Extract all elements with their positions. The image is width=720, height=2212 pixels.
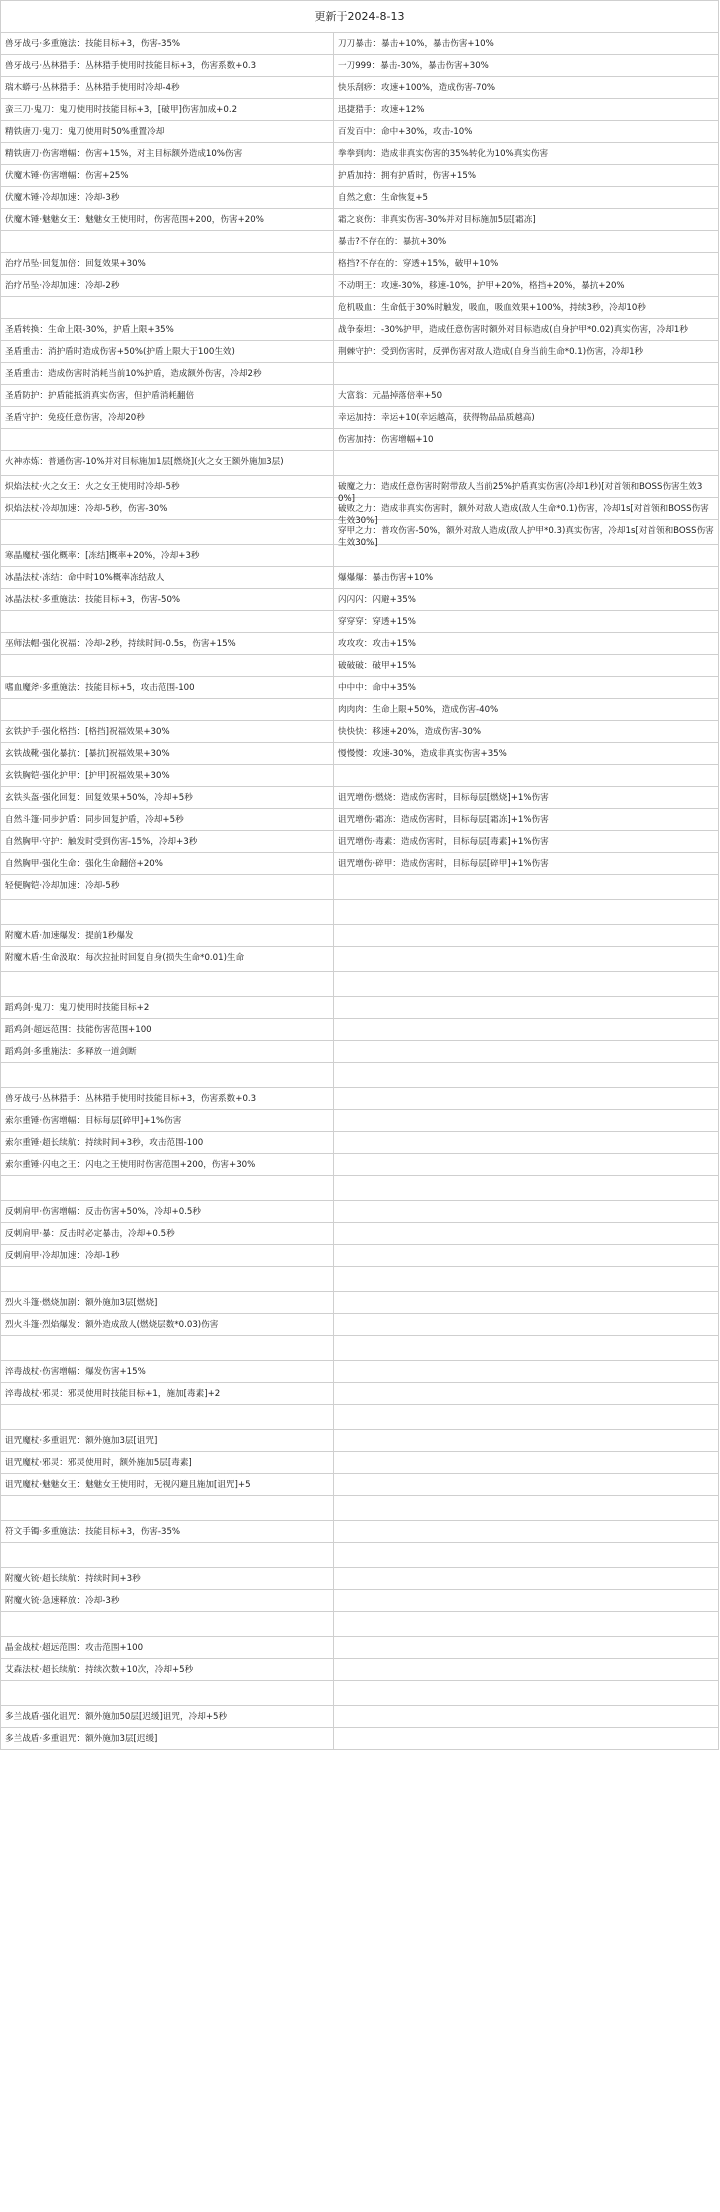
table-cell-left: 嗜血魔斧·多重施法：技能目标+5，攻击范围-100 bbox=[1, 677, 334, 699]
table-cell-right bbox=[334, 1706, 719, 1728]
table-cell-right: 百发百中：命中+30%，攻击-10% bbox=[334, 121, 719, 143]
table-cell-left: 反刺肩甲·暴：反击时必定暴击，冷却+0.5秒 bbox=[1, 1223, 334, 1245]
table-cell-right: 危机吸血：生命低于30%时触发，吸血，吸血效果+100%，持续3秒，冷却10秒 bbox=[334, 297, 719, 319]
table-cell-right: 幸运加持：幸运+10(幸运越高，获得物品品质越高) bbox=[334, 407, 719, 429]
table-cell-left: 晶金战杖·超远范围：攻击范围+100 bbox=[1, 1637, 334, 1659]
table-cell-left: 附魔木盾·生命汲取：每次拉扯时回复自身(损失生命*0.01)生命 bbox=[1, 947, 334, 972]
table-cell-left: 圣盾转换：生命上限-30%，护盾上限+35% bbox=[1, 319, 334, 341]
table-cell-left bbox=[1, 1496, 334, 1521]
table-cell-left: 反刺肩甲·冷却加速：冷却-1秒 bbox=[1, 1245, 334, 1267]
table-cell-right bbox=[334, 1176, 719, 1201]
table-cell-left: 诅咒魔杖·魅魅女王：魅魅女王使用时，无视闪避且施加[诅咒]+5 bbox=[1, 1474, 334, 1496]
table-cell-right bbox=[334, 1405, 719, 1430]
table-cell-right bbox=[334, 972, 719, 997]
table-cell-right bbox=[334, 1521, 719, 1543]
table-cell-left: 玄铁战靴·强化暴抗：[暴抗]祝福效果+30% bbox=[1, 743, 334, 765]
table-cell-right bbox=[334, 947, 719, 972]
table-cell-right bbox=[334, 1430, 719, 1452]
table-cell-left: 圣盾守护：免疫任意伤害，冷却20秒 bbox=[1, 407, 334, 429]
table-cell-right bbox=[334, 1110, 719, 1132]
table-cell-right bbox=[334, 1361, 719, 1383]
table-cell-right bbox=[334, 1154, 719, 1176]
table-cell-right bbox=[334, 1019, 719, 1041]
table-cell-left: 自然胸甲·守护：触发时受到伤害-15%，冷却+3秒 bbox=[1, 831, 334, 853]
table-cell-right bbox=[334, 1292, 719, 1314]
table-cell-right: 中中中：命中+35% bbox=[334, 677, 719, 699]
table-cell-right: 一刀999：暴击-30%，暴击伤害+30% bbox=[334, 55, 719, 77]
table-cell-right: 快乐刮痧：攻速+100%，造成伤害-70% bbox=[334, 77, 719, 99]
table-cell-left bbox=[1, 1543, 334, 1568]
table-cell-right bbox=[334, 1590, 719, 1612]
table-cell-left bbox=[1, 1267, 334, 1292]
table-cell-left: 索尔重锤·超长续航：持续时间+3秒，攻击范围-100 bbox=[1, 1132, 334, 1154]
table-cell-left: 精铁唐刀·鬼刀：鬼刀使用时50%重置冷却 bbox=[1, 121, 334, 143]
table-cell-left bbox=[1, 1063, 334, 1088]
table-cell-left bbox=[1, 1336, 334, 1361]
table-cell-left: 附魔火铳·急速释放：冷却-3秒 bbox=[1, 1590, 334, 1612]
table-cell-right: 破败之力：造成非真实伤害时，额外对敌人造成(敌人生命*0.1)伤害，冷却1s[对首领和BOSS伤害生效30%] bbox=[334, 498, 719, 520]
table-cell-right bbox=[334, 765, 719, 787]
table-cell-left: 伏魔木锤·魅魅女王：魅魅女王使用时，伤害范围+200，伤害+20% bbox=[1, 209, 334, 231]
table-cell-right: 护盾加持：拥有护盾时，伤害+15% bbox=[334, 165, 719, 187]
table-cell-left: 兽牙战弓·多重施法：技能目标+3，伤害-35% bbox=[1, 33, 334, 55]
table-cell-left bbox=[1, 429, 334, 451]
table-cell-left: 蹈鸡剑·鬼刀：鬼刀使用时技能目标+2 bbox=[1, 997, 334, 1019]
table-cell-right bbox=[334, 1132, 719, 1154]
table-cell-right bbox=[334, 1063, 719, 1088]
table-cell-right bbox=[334, 1681, 719, 1706]
table-cell-right bbox=[334, 1314, 719, 1336]
table-cell-left: 自然胸甲·强化生命：强化生命翻倍+20% bbox=[1, 853, 334, 875]
table-cell-left: 烈火斗篷·燃烧加剧：额外施加3层[燃烧] bbox=[1, 1292, 334, 1314]
table-cell-right: 刀刀暴击：暴击+10%，暴击伤害+10% bbox=[334, 33, 719, 55]
table-cell-left: 自然斗篷·同步护盾：同步回复护盾，冷却+5秒 bbox=[1, 809, 334, 831]
table-cell-left bbox=[1, 520, 334, 545]
table-cell-left: 圣盾重击：消护盾时造成伤害+50%(护盾上限大于100生效) bbox=[1, 341, 334, 363]
table-cell-right bbox=[334, 1201, 719, 1223]
table-cell-left: 符文手镯·多重施法：技能目标+3，伤害-35% bbox=[1, 1521, 334, 1543]
table-cell-right bbox=[334, 1496, 719, 1521]
table-cell-left bbox=[1, 972, 334, 997]
table-cell-left: 多兰战盾·强化诅咒：额外施加50层[迟缓]诅咒，冷却+5秒 bbox=[1, 1706, 334, 1728]
table-cell-left: 火神赤炼：普通伤害-10%并对目标施加1层[燃烧](火之女王额外施加3层) bbox=[1, 451, 334, 476]
table-cell-right bbox=[334, 451, 719, 476]
table-cell-left: 治疗吊坠·冷却加速：冷却-2秒 bbox=[1, 275, 334, 297]
table-cell-right: 诅咒增伤·毒素：造成伤害时，目标每层[毒素]+1%伤害 bbox=[334, 831, 719, 853]
table-cell-left: 索尔重锤·闪电之王：闪电之王使用时伤害范围+200，伤害+30% bbox=[1, 1154, 334, 1176]
table-cell-left: 兽牙战弓·丛林猎手：丛林猎手使用时技能目标+3，伤害系数+0.3 bbox=[1, 55, 334, 77]
table-cell-right bbox=[334, 1336, 719, 1361]
sheet-title: 更新于2024-8-13 bbox=[1, 1, 719, 33]
table-cell-left: 蛮三刀·鬼刀：鬼刀使用时技能目标+3，[破甲]伤害加成+0.2 bbox=[1, 99, 334, 121]
table-cell-right: 不动明王：攻速-30%，移速-10%，护甲+20%，格挡+20%，暴抗+20% bbox=[334, 275, 719, 297]
table-cell-right bbox=[334, 1728, 719, 1750]
table-cell-right: 迅捷猎手：攻速+12% bbox=[334, 99, 719, 121]
table-cell-left: 轻便胸铠·冷却加速：冷却-5秒 bbox=[1, 875, 334, 900]
table-cell-right bbox=[334, 925, 719, 947]
table-cell-left: 圣盾重击：造成伤害时消耗当前10%护盾，造成额外伤害，冷却2秒 bbox=[1, 363, 334, 385]
table-cell-right bbox=[334, 1568, 719, 1590]
table-cell-left: 玄铁头盔·强化回复：回复效果+50%，冷却+5秒 bbox=[1, 787, 334, 809]
table-cell-left: 兽牙战弓·丛林猎手：丛林猎手使用时技能目标+3，伤害系数+0.3 bbox=[1, 1088, 334, 1110]
table-cell-left bbox=[1, 655, 334, 677]
table-cell-right: 诅咒增伤·碎甲：造成伤害时，目标每层[碎甲]+1%伤害 bbox=[334, 853, 719, 875]
table-cell-left: 冰晶法杖·冻结：命中时10%概率冻结敌人 bbox=[1, 567, 334, 589]
table-cell-left bbox=[1, 1405, 334, 1430]
table-cell-right bbox=[334, 875, 719, 900]
table-cell-right bbox=[334, 997, 719, 1019]
table-cell-left: 瑞木蟒弓·丛林猎手：丛林猎手使用时冷却-4秒 bbox=[1, 77, 334, 99]
table-cell-right: 肉肉肉：生命上限+50%，造成伤害-40% bbox=[334, 699, 719, 721]
table-cell-left: 寒晶魔杖·强化概率：[冻结]概率+20%，冷却+3秒 bbox=[1, 545, 334, 567]
table-cell-left: 蹈鸡剑·多重施法：多释放一道剑断 bbox=[1, 1041, 334, 1063]
table-cell-left: 诅咒魔杖·邪灵：邪灵使用时，额外施加5层[毒素] bbox=[1, 1452, 334, 1474]
table-cell-right: 伤害加持：伤害增幅+10 bbox=[334, 429, 719, 451]
table-cell-left bbox=[1, 1681, 334, 1706]
table-cell-left: 治疗吊坠·回复加倍：回复效果+30% bbox=[1, 253, 334, 275]
sheet-grid bbox=[1, 33, 719, 1750]
table-cell-left: 精铁唐刀·伤害增幅：伤害+15%，对主目标额外造成10%伤害 bbox=[1, 143, 334, 165]
table-cell-left: 伏魔木锤·伤害增幅：伤害+25% bbox=[1, 165, 334, 187]
table-cell-left: 多兰战盾·多重诅咒：额外施加3层[迟缓] bbox=[1, 1728, 334, 1750]
table-cell-left: 炽焰法杖·冷却加速：冷却-5秒，伤害-30% bbox=[1, 498, 334, 520]
table-cell-right: 闪闪闪：闪避+35% bbox=[334, 589, 719, 611]
table-cell-left: 巫师法帽·强化祝福：冷却-2秒，持续时间-0.5s，伤害+15% bbox=[1, 633, 334, 655]
table-cell-right: 破破破：破甲+15% bbox=[334, 655, 719, 677]
table-cell-left: 诅咒魔杖·多重诅咒：额外施加3层[诅咒] bbox=[1, 1430, 334, 1452]
table-cell-right bbox=[334, 1637, 719, 1659]
table-cell-right: 诅咒增伤·燃烧：造成伤害时，目标每层[燃烧]+1%伤害 bbox=[334, 787, 719, 809]
table-cell-right bbox=[334, 1383, 719, 1405]
table-cell-left: 玄铁护手·强化格挡：[格挡]祝福效果+30% bbox=[1, 721, 334, 743]
table-cell-right: 自然之愈：生命恢复+5 bbox=[334, 187, 719, 209]
table-cell-left: 艾森法杖·超长续航：持续次数+10次，冷却+5秒 bbox=[1, 1659, 334, 1681]
table-cell-right bbox=[334, 1612, 719, 1637]
table-cell-right: 暴击?不存在的：暴抗+30% bbox=[334, 231, 719, 253]
table-cell-right: 霜之哀伤：非真实伤害-30%并对目标施加5层[霜冻] bbox=[334, 209, 719, 231]
table-cell-left bbox=[1, 900, 334, 925]
table-cell-right: 爆爆爆：暴击伤害+10% bbox=[334, 567, 719, 589]
table-cell-right: 拳拳到肉：造成非真实伤害的35%转化为10%真实伤害 bbox=[334, 143, 719, 165]
table-cell-right bbox=[334, 1223, 719, 1245]
table-cell-right: 大富翁：元晶掉落倍率+50 bbox=[334, 385, 719, 407]
table-cell-left bbox=[1, 231, 334, 253]
table-cell-right bbox=[334, 1267, 719, 1292]
table-cell-right bbox=[334, 1452, 719, 1474]
table-cell-right: 慢慢慢：攻速-30%，造成非真实伤害+35% bbox=[334, 743, 719, 765]
table-cell-left: 蹈鸡剑·超远范围：技能伤害范围+100 bbox=[1, 1019, 334, 1041]
table-cell-left bbox=[1, 1176, 334, 1201]
table-cell-left: 冰晶法杖·多重施法：技能目标+3，伤害-50% bbox=[1, 589, 334, 611]
table-cell-left: 反刺肩甲·伤害增幅：反击伤害+50%，冷却+0.5秒 bbox=[1, 1201, 334, 1223]
table-cell-left bbox=[1, 297, 334, 319]
table-cell-left: 圣盾防护：护盾能抵消真实伤害，但护盾消耗翻倍 bbox=[1, 385, 334, 407]
table-cell-right bbox=[334, 1245, 719, 1267]
table-cell-right bbox=[334, 545, 719, 567]
table-cell-right bbox=[334, 1659, 719, 1681]
table-cell-left: 淬毒战杖·邪灵：邪灵使用时技能目标+1，施加[毒素]+2 bbox=[1, 1383, 334, 1405]
table-cell-right: 诅咒增伤·霜冻：造成伤害时，目标每层[霜冻]+1%伤害 bbox=[334, 809, 719, 831]
table-cell-left: 伏魔木锤·冷却加速：冷却-3秒 bbox=[1, 187, 334, 209]
table-cell-right bbox=[334, 900, 719, 925]
table-cell-right: 攻攻攻：攻击+15% bbox=[334, 633, 719, 655]
table-cell-right bbox=[334, 1088, 719, 1110]
table-cell-right: 格挡?不存在的：穿透+15%，破甲+10% bbox=[334, 253, 719, 275]
table-cell-left: 炽焰法杖·火之女王：火之女王使用时冷却-5秒 bbox=[1, 476, 334, 498]
table-cell-right bbox=[334, 363, 719, 385]
table-cell-right: 穿穿穿：穿透+15% bbox=[334, 611, 719, 633]
table-cell-left: 烈火斗篷·烈焰爆发：额外造成敌人(燃烧层数*0.03)伤害 bbox=[1, 1314, 334, 1336]
table-cell-right bbox=[334, 1474, 719, 1496]
table-cell-right: 荆棘守护：受到伤害时，反弹伤害对敌人造成(自身当前生命*0.1)伤害，冷却1秒 bbox=[334, 341, 719, 363]
table-cell-right: 快快快：移速+20%，造成伤害-30% bbox=[334, 721, 719, 743]
table-cell-left: 附魔木盾·加速爆发：提前1秒爆发 bbox=[1, 925, 334, 947]
table-cell-right: 战争泰坦：-30%护甲，造成任意伤害时额外对目标造成(自身护甲*0.02)真实伤害，冷却1秒 bbox=[334, 319, 719, 341]
table-cell-left bbox=[1, 1612, 334, 1637]
table-cell-left: 淬毒战杖·伤害增幅：爆发伤害+15% bbox=[1, 1361, 334, 1383]
table-cell-left: 玄铁胸铠·强化护甲：[护甲]祝福效果+30% bbox=[1, 765, 334, 787]
table-cell-right bbox=[334, 1543, 719, 1568]
table-cell-right: 破魔之力：造成任意伤害时附带敌人当前25%护盾真实伤害(冷却1秒)[对首领和BOSS伤害生效30%] bbox=[334, 476, 719, 498]
table-cell-left: 附魔火铳·超长续航：持续时间+3秒 bbox=[1, 1568, 334, 1590]
table-cell-left: 索尔重锤·伤害增幅：目标每层[碎甲]+1%伤害 bbox=[1, 1110, 334, 1132]
table-cell-left bbox=[1, 699, 334, 721]
table-cell-right bbox=[334, 1041, 719, 1063]
table-cell-right: 穿甲之力：普攻伤害-50%，额外对敌人造成(敌人护甲*0.3)真实伤害，冷却1s[对首领和BOSS伤害生效30%] bbox=[334, 520, 719, 545]
table-cell-left bbox=[1, 611, 334, 633]
